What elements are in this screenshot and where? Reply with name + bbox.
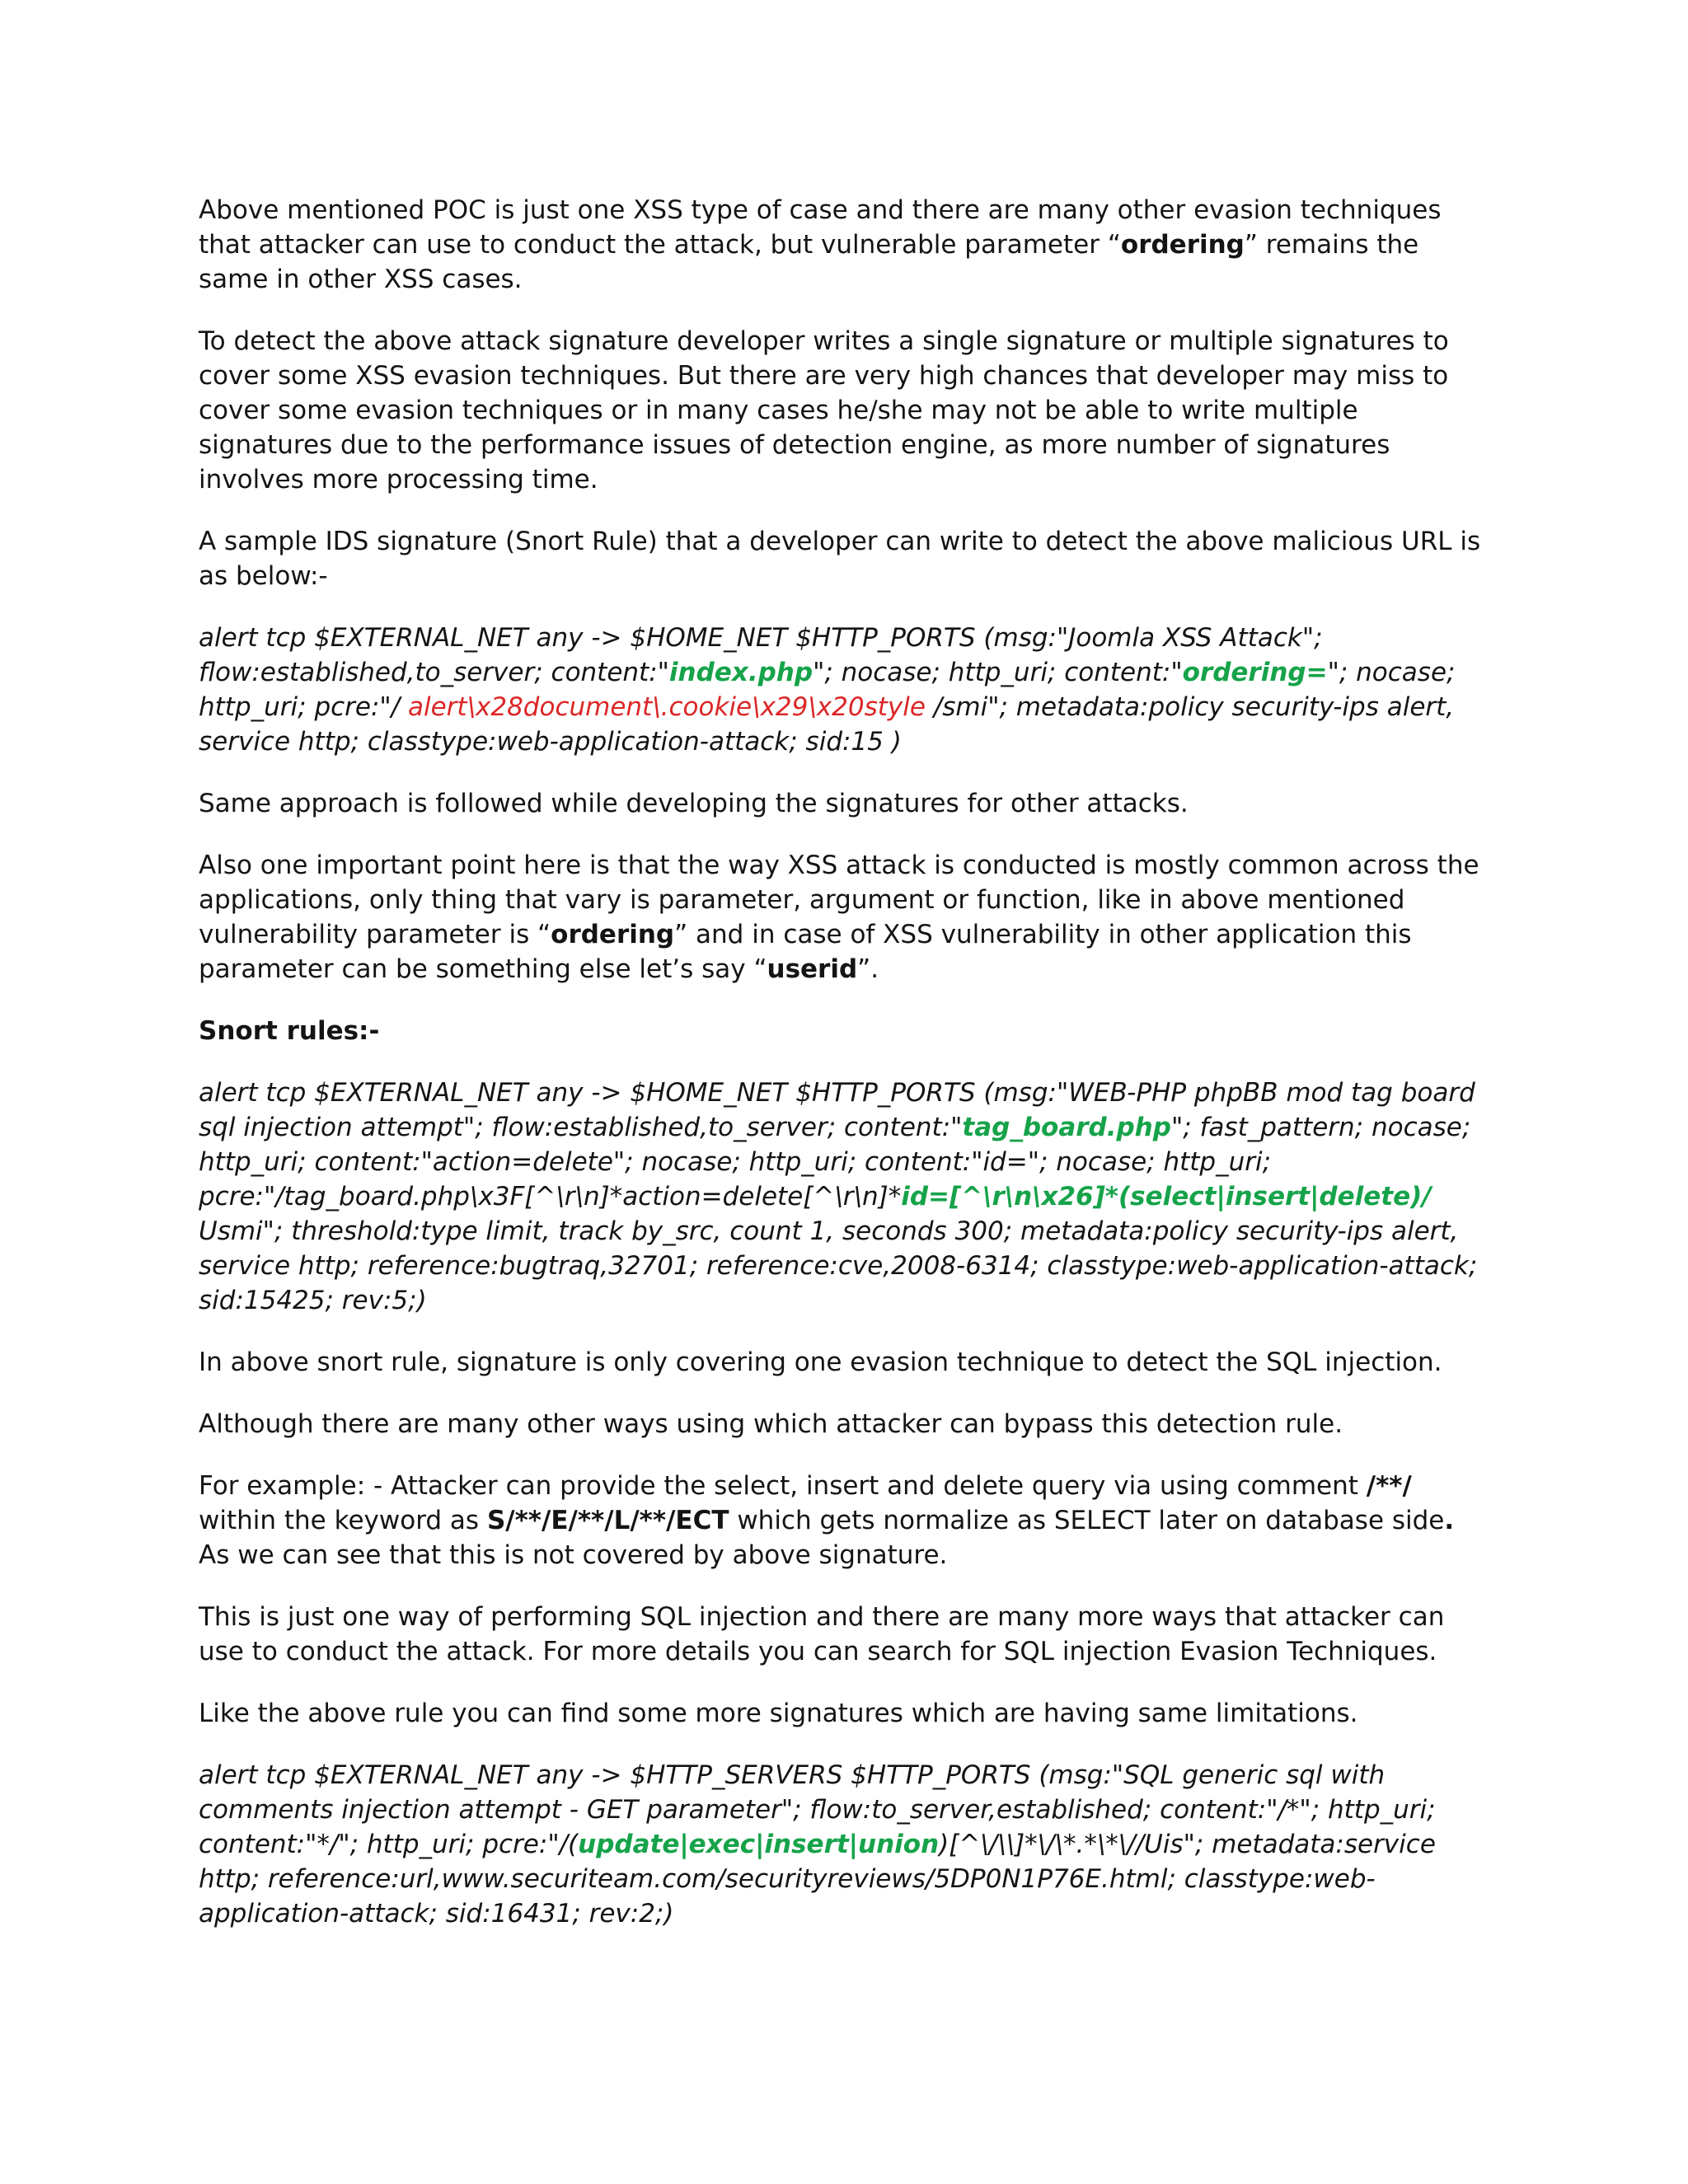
rule-text: alert tcp $EXTERNAL_NET any -> $HOME_NET $HTTP_PORTS (msg:"WEB-PHP phpBB mod tag board sql injection attempt"; flow:established,to_server; content:": [199, 1078, 1475, 1142]
rule-text: )[^\/\\]*\/\*.*\*\//Uis"; metadata:service http; reference:url,www.securiteam.com/securityreviews/5DP0N1P76E.html; classtype:web-application-attack; sid:16431; rev:2;): [199, 1830, 1436, 1929]
document-body: [199, 193, 1484, 1958]
rule-text: "; nocase; http_uri; pcre:"/: [199, 658, 1456, 722]
paragraph-bypass: Although there are many other ways using which attacker can bypass this detection rule.: [199, 1409, 1343, 1439]
paragraph-one-evasion: In above snort rule, signature is only covering one evasion technique to detect the SQL injection.: [199, 1347, 1442, 1377]
paragraph-detection: To detect the above attack signature developer writes a single signature or multiple signatures to cover some XSS evasion techniques. But there are very high chances that developer may miss to cover some evasion techniques or in many cases he/she may not be able to write multiple signatures due to the performance issues of detection engine, as more number of signatures involves more processing time.: [199, 326, 1449, 494]
paragraph-text: which gets normalize as SELECT later on database side: [729, 1506, 1445, 1535]
rule-text: "; nocase; http_uri; content:": [813, 658, 1183, 687]
bold-period: .: [1444, 1506, 1455, 1535]
paragraph-important-point: [199, 848, 1484, 987]
rule-pcre-red: alert\x28document\.cookie\x29\x20style: [407, 692, 926, 722]
paragraph-text: For example: - Attacker can provide the select, insert and delete query via using comment: [199, 1471, 1367, 1501]
paragraph-text: ”.: [857, 954, 879, 984]
snort-rule-sql-injection: [199, 1076, 1484, 1318]
param-ordering: ordering: [551, 920, 675, 949]
rule-text: alert tcp $EXTERNAL_NET any -> $HTTP_SERVERS $HTTP_PORTS (msg:"SQL generic sql with comments injection attempt - GET parameter"; flow:to_server,established; content:"/*"; http_uri; content:"*/"; http_uri; pcre:"/(: [199, 1760, 1436, 1859]
paragraph-more-signatures: Like the above rule you can find some more signatures which are having same limitations.: [199, 1699, 1358, 1728]
rule-highlight: ordering=: [1182, 658, 1328, 687]
param-ordering: ordering: [1120, 230, 1245, 260]
rule-text: /smi"; metadata:policy security-ips alert, service http; classtype:web-application-attack; sid:15 ): [199, 692, 1455, 757]
snort-rule-sql-comments: [199, 1758, 1484, 1931]
snort-rule-xss: [199, 621, 1484, 759]
paragraph-text: Also one important point here is that the way XSS attack is conducted is mostly common across the applications, only thing that vary is parameter, argument or function, like in above mentioned vulnerability parameter is “: [199, 851, 1479, 949]
rule-text: alert tcp $EXTERNAL_NET any -> $HOME_NET $HTTP_PORTS (msg:"Joomla XSS Attack"; flow:established,to_server; content:": [199, 623, 1323, 687]
rule-highlight: tag_board.php: [962, 1113, 1171, 1142]
rule-highlight: update|exec|insert|union: [578, 1830, 940, 1859]
paragraph-example: [199, 1469, 1484, 1572]
rule-highlight: id=[^\r\n\x26]*(select|insert|delete)/: [901, 1182, 1432, 1212]
paragraph-text: ” and in case of XSS vulnerability in other application this parameter can be something else let’s say “: [199, 920, 1412, 984]
paragraph-sample-signature: A sample IDS signature (Snort Rule) that a developer can write to detect the above malicious URL is as below:-: [199, 527, 1481, 591]
paragraph-poc-intro: [199, 193, 1484, 297]
paragraph-text: ” remains the same in other XSS cases.: [199, 230, 1419, 294]
paragraph-same-approach: Same approach is followed while developing the signatures for other attacks.: [199, 789, 1189, 818]
obfuscated-keyword: S/**/E/**/L/**/ECT: [486, 1506, 729, 1535]
section-heading: Snort rules:-: [199, 1016, 380, 1046]
rule-text: "; fast_pattern; nocase; http_uri; content:"action=delete"; nocase; http_uri; content:"id="; nocase; http_uri; pcre:"/tag_board.php\x3F[^\r\n]*action=delete[^\r\n]*: [199, 1113, 1471, 1212]
comment-token: /**/: [1366, 1471, 1412, 1501]
paragraph-text: As we can see that this is not covered by above signature.: [199, 1540, 948, 1570]
rule-highlight: index.php: [668, 658, 814, 687]
param-userid: userid: [767, 954, 858, 984]
rule-text: Usmi"; threshold:type limit, track by_src, count 1, seconds 300; metadata:policy security-ips alert, service http; reference:bugtraq,32701; reference:cve,2008-6314; classtype:web-application-attack; sid:15425; rev:5;): [199, 1216, 1478, 1315]
paragraph-more-ways: This is just one way of performing SQL injection and there are many more ways that attacker can use to conduct the attack. For more details you can search for SQL injection Evasion Techniques.: [199, 1602, 1445, 1666]
paragraph-text: within the keyword as: [199, 1506, 487, 1535]
paragraph-text: Above mentioned POC is just one XSS type of case and there are many other evasion techniques that attacker can use to conduct the attack, but vulnerable parameter “: [199, 195, 1442, 260]
